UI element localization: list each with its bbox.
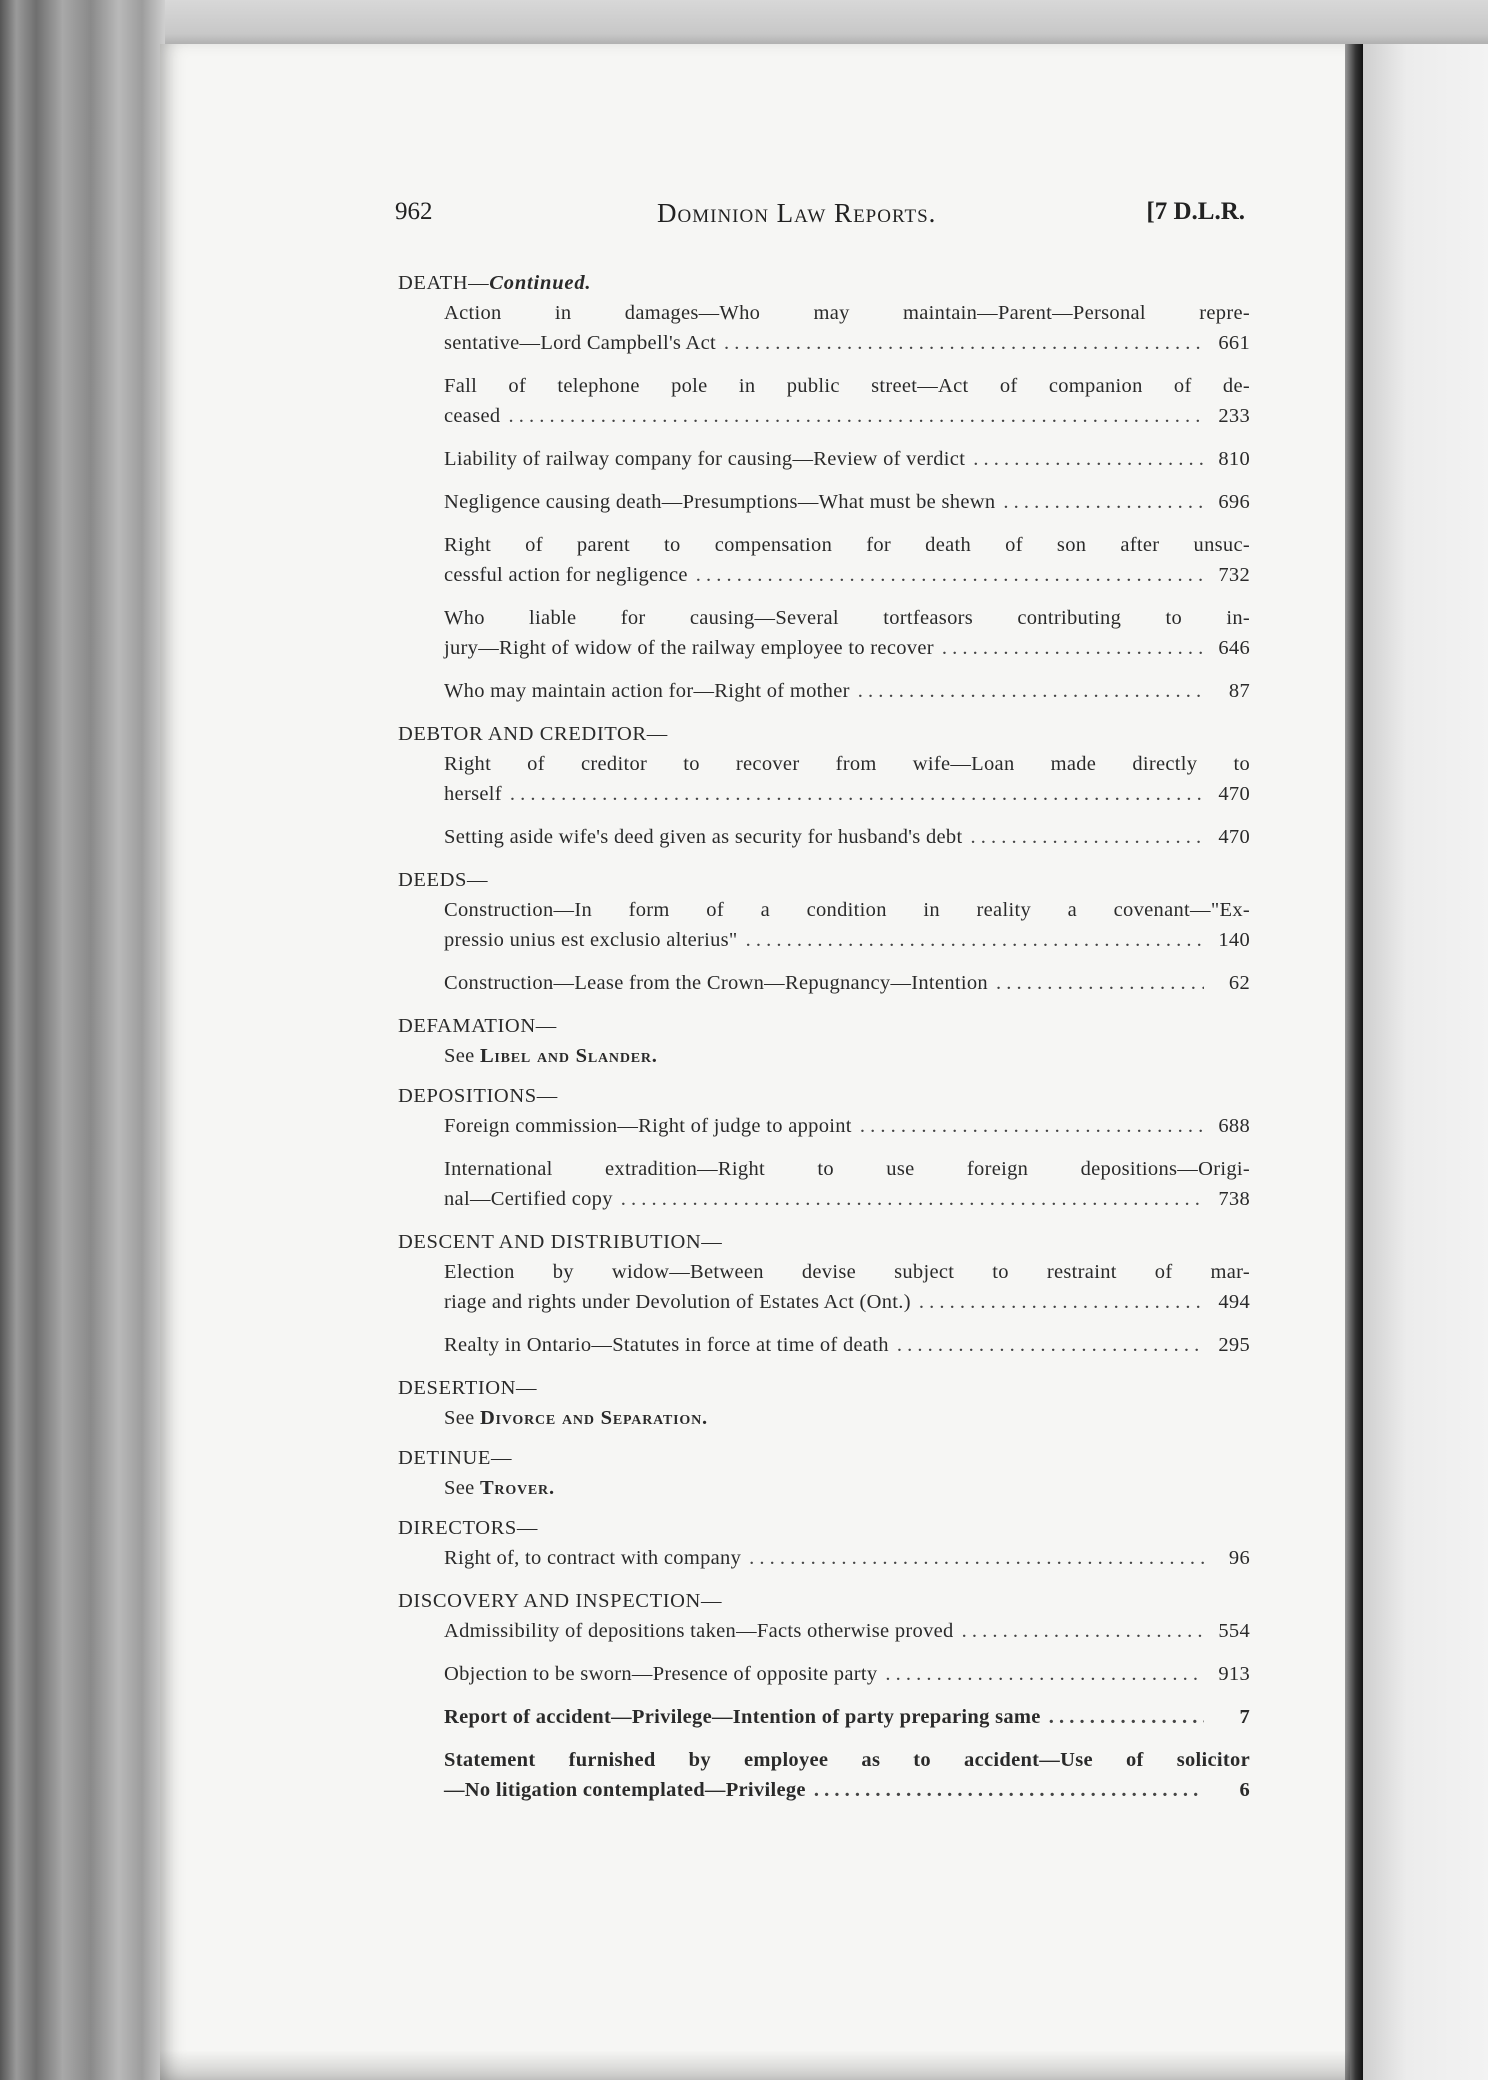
entry-text: Report of accident—Privilege—Intention of party preparing same: [444, 1706, 1041, 1728]
section-heading-text: DESCENT AND DISTRIBUTION—: [398, 1231, 723, 1253]
section-heading: [398, 268, 1250, 298]
running-title: Dominion Law Reports.: [657, 198, 937, 228]
entry-last-line: [444, 560, 1250, 590]
entry-page-number: 646: [1218, 637, 1250, 659]
entry-text: Realty in Ontario—Statutes in force at time of death: [444, 1334, 889, 1356]
index-entry: [444, 603, 1250, 663]
entry-page-number: 87: [1228, 680, 1250, 702]
index-section: [398, 1443, 1250, 1503]
index-section: [398, 1227, 1250, 1360]
entry-last-line: [444, 1330, 1250, 1360]
entry-text-line: Who liable for causing—Several tortfeasors contributing to in-: [444, 607, 1250, 629]
entry-text-line: Action in damages—Who may maintain—Parent—Personal repre-: [444, 302, 1250, 324]
entry-text-line: Right of parent to compensation for death of son after unsuc-: [444, 534, 1250, 556]
entry-last-line: [444, 822, 1250, 852]
index-entry: [444, 371, 1250, 431]
index-section: [398, 1586, 1250, 1805]
dot-leader: [1049, 1702, 1204, 1732]
section-heading: [398, 719, 1250, 749]
dot-leader: [970, 822, 1204, 852]
entry-page-number: 140: [1218, 929, 1250, 951]
entry-last-line: [444, 1659, 1250, 1689]
entry-text: Right of, to contract with company: [444, 1547, 742, 1569]
section-heading-text: DEATH—: [398, 272, 490, 294]
index-entry: [444, 676, 1250, 706]
entry-page-number: 810: [1218, 448, 1250, 470]
index-entry: [444, 749, 1250, 809]
entry-text-line: Construction—In form of a condition in reality a covenant—"Ex-: [444, 899, 1250, 921]
section-heading: [398, 1227, 1250, 1257]
index-entry: [444, 895, 1250, 955]
see-reference: [444, 1041, 1250, 1071]
index-entry: [444, 1543, 1250, 1573]
dot-leader: [919, 1287, 1204, 1317]
dot-leader: [749, 1543, 1204, 1573]
book-page-edges: [0, 0, 165, 2080]
index-entry: [444, 444, 1250, 474]
dot-leader: [508, 401, 1204, 431]
entry-text: Construction—Lease from the Crown—Repugnancy—Intention: [444, 972, 988, 994]
section-heading: [398, 1443, 1250, 1473]
book-gutter: [1345, 44, 1363, 2080]
section-heading-text: DIRECTORS—: [398, 1517, 539, 1539]
dot-leader: [724, 328, 1204, 358]
dot-leader: [942, 633, 1204, 663]
section-heading: [398, 1081, 1250, 1111]
index-section: [398, 268, 1250, 706]
dot-leader: [746, 925, 1204, 955]
page-bottom-shadow: [160, 2050, 1350, 2080]
page-number: 962: [395, 198, 433, 225]
entry-text: Objection to be sworn—Presence of opposite party: [444, 1663, 878, 1685]
entry-last-line: [444, 1616, 1250, 1646]
section-heading-text: DESERTION—: [398, 1377, 538, 1399]
entry-text: Negligence causing death—Presumptions—What must be shewn: [444, 491, 996, 513]
entry-page-number: 738: [1218, 1188, 1250, 1210]
entry-last-line: [444, 633, 1250, 663]
dot-leader: [858, 676, 1204, 706]
entry-page-number: 732: [1218, 564, 1250, 586]
see-reference: [444, 1403, 1250, 1433]
dot-leader: [860, 1111, 1204, 1141]
entry-text-line: Right of creditor to recover from wife—Loan made directly to: [444, 753, 1250, 775]
entry-page-number: 233: [1218, 405, 1250, 427]
entry-text-line: Statement furnished by employee as to accident—Use of solicitor: [444, 1749, 1250, 1771]
entry-last-line: [444, 676, 1250, 706]
entry-text: Foreign commission—Right of judge to appoint: [444, 1115, 852, 1137]
index-entry: [444, 487, 1250, 517]
section-heading-text: DETINUE—: [398, 1447, 513, 1469]
index-content: [398, 268, 1250, 1818]
entry-text: sentative—Lord Campbell's Act: [444, 332, 717, 354]
running-header: [395, 198, 1245, 238]
entry-page-number: 494: [1218, 1291, 1250, 1313]
entry-last-line: [444, 487, 1250, 517]
dot-leader: [814, 1775, 1204, 1805]
entry-text: Liability of railway company for causing—Review of verdict: [444, 448, 966, 470]
dot-leader: [510, 779, 1204, 809]
dot-leader: [696, 560, 1204, 590]
entry-text: cessful action for negligence: [444, 564, 688, 586]
section-heading: [398, 1586, 1250, 1616]
see-reference-target: Libel and Slander.: [479, 1045, 658, 1067]
entry-page-number: 470: [1218, 783, 1250, 805]
entry-page-number: 661: [1218, 332, 1250, 354]
dot-leader: [973, 444, 1204, 474]
index-section: [398, 719, 1250, 852]
index-section: [398, 1513, 1250, 1573]
entry-last-line: [444, 1543, 1250, 1573]
entry-text: jury—Right of widow of the railway employee to recover: [444, 637, 934, 659]
entry-page-number: 913: [1218, 1663, 1250, 1685]
entry-page-number: 96: [1228, 1547, 1250, 1569]
entry-last-line: [444, 779, 1250, 809]
section-heading: [398, 1011, 1250, 1041]
entry-last-line: [444, 1287, 1250, 1317]
entry-last-line: [444, 1111, 1250, 1141]
entry-page-number: 6: [1239, 1779, 1250, 1801]
index-entry: [444, 1659, 1250, 1689]
section-heading-text: DISCOVERY AND INSPECTION—: [398, 1590, 723, 1612]
entry-last-line: [444, 1702, 1250, 1732]
see-prefix: See: [444, 1407, 475, 1429]
index-section: [398, 865, 1250, 998]
entry-last-line: [444, 968, 1250, 998]
index-entry: [444, 822, 1250, 852]
section-heading-text: DEPOSITIONS—: [398, 1085, 558, 1107]
entry-text: —No litigation contemplated—Privilege: [444, 1779, 806, 1801]
entry-page-number: 688: [1218, 1115, 1250, 1137]
entry-text: Admissibility of depositions taken—Facts otherwise proved: [444, 1620, 954, 1642]
entry-last-line: [444, 444, 1250, 474]
dot-leader: [897, 1330, 1204, 1360]
entry-page-number: 7: [1239, 1706, 1250, 1728]
see-prefix: See: [444, 1045, 475, 1067]
entry-page-number: 554: [1218, 1620, 1250, 1642]
index-entry: [444, 298, 1250, 358]
entry-text: nal—Certified copy: [444, 1188, 613, 1210]
section-heading: [398, 1513, 1250, 1543]
index-entry: [444, 1745, 1250, 1805]
entry-text-line: International extradition—Right to use foreign depositions—Origi-: [444, 1158, 1250, 1180]
entry-text-line: Fall of telephone pole in public street—Act of companion of de-: [444, 375, 1250, 397]
entry-page-number: 295: [1218, 1334, 1250, 1356]
entry-last-line: [444, 401, 1250, 431]
index-entry: [444, 1111, 1250, 1141]
section-heading-text: DEFAMATION—: [398, 1015, 557, 1037]
dot-leader: [996, 968, 1204, 998]
see-reference-target: Divorce and Separation.: [479, 1407, 708, 1429]
index-section: [398, 1011, 1250, 1071]
index-entry: [444, 1616, 1250, 1646]
entry-last-line: [444, 1775, 1250, 1805]
section-heading: [398, 865, 1250, 895]
section-heading-text: DEEDS—: [398, 869, 489, 891]
entry-text: pressio unius est exclusio alterius": [444, 929, 738, 951]
entry-text: riage and rights under Devolution of Estates Act (Ont.): [444, 1291, 911, 1313]
entry-page-number: 470: [1218, 826, 1250, 848]
entry-last-line: [444, 328, 1250, 358]
section-heading: [398, 1373, 1250, 1403]
dot-leader: [1003, 487, 1204, 517]
index-section: [398, 1081, 1250, 1214]
volume-reference: [7 D.L.R.: [1146, 198, 1245, 225]
see-reference-target: Trover.: [479, 1477, 555, 1499]
entry-text: Who may maintain action for—Right of mother: [444, 680, 850, 702]
entry-page-number: 696: [1218, 491, 1250, 513]
entry-text: herself: [444, 783, 502, 805]
index-entry: [444, 1702, 1250, 1732]
see-prefix: See: [444, 1477, 475, 1499]
entry-last-line: [444, 925, 1250, 955]
index-entry: [444, 1330, 1250, 1360]
entry-text: Setting aside wife's deed given as security for husband's debt: [444, 826, 963, 848]
entry-last-line: [444, 1184, 1250, 1214]
section-heading-text: DEBTOR AND CREDITOR—: [398, 723, 668, 745]
facing-page-edge: [1363, 44, 1488, 2080]
continued-label: Continued.: [489, 272, 592, 294]
dot-leader: [621, 1184, 1204, 1214]
dot-leader: [885, 1659, 1204, 1689]
scan-top-edge: [0, 0, 1488, 48]
index-section: [398, 1373, 1250, 1433]
dot-leader: [962, 1616, 1204, 1646]
index-entry: [444, 530, 1250, 590]
index-entry: [444, 968, 1250, 998]
entry-text-line: Election by widow—Between devise subject to restraint of mar-: [444, 1261, 1250, 1283]
entry-text: ceased: [444, 405, 501, 427]
see-reference: [444, 1473, 1250, 1503]
index-entry: [444, 1257, 1250, 1317]
entry-page-number: 62: [1228, 972, 1250, 994]
index-entry: [444, 1154, 1250, 1214]
